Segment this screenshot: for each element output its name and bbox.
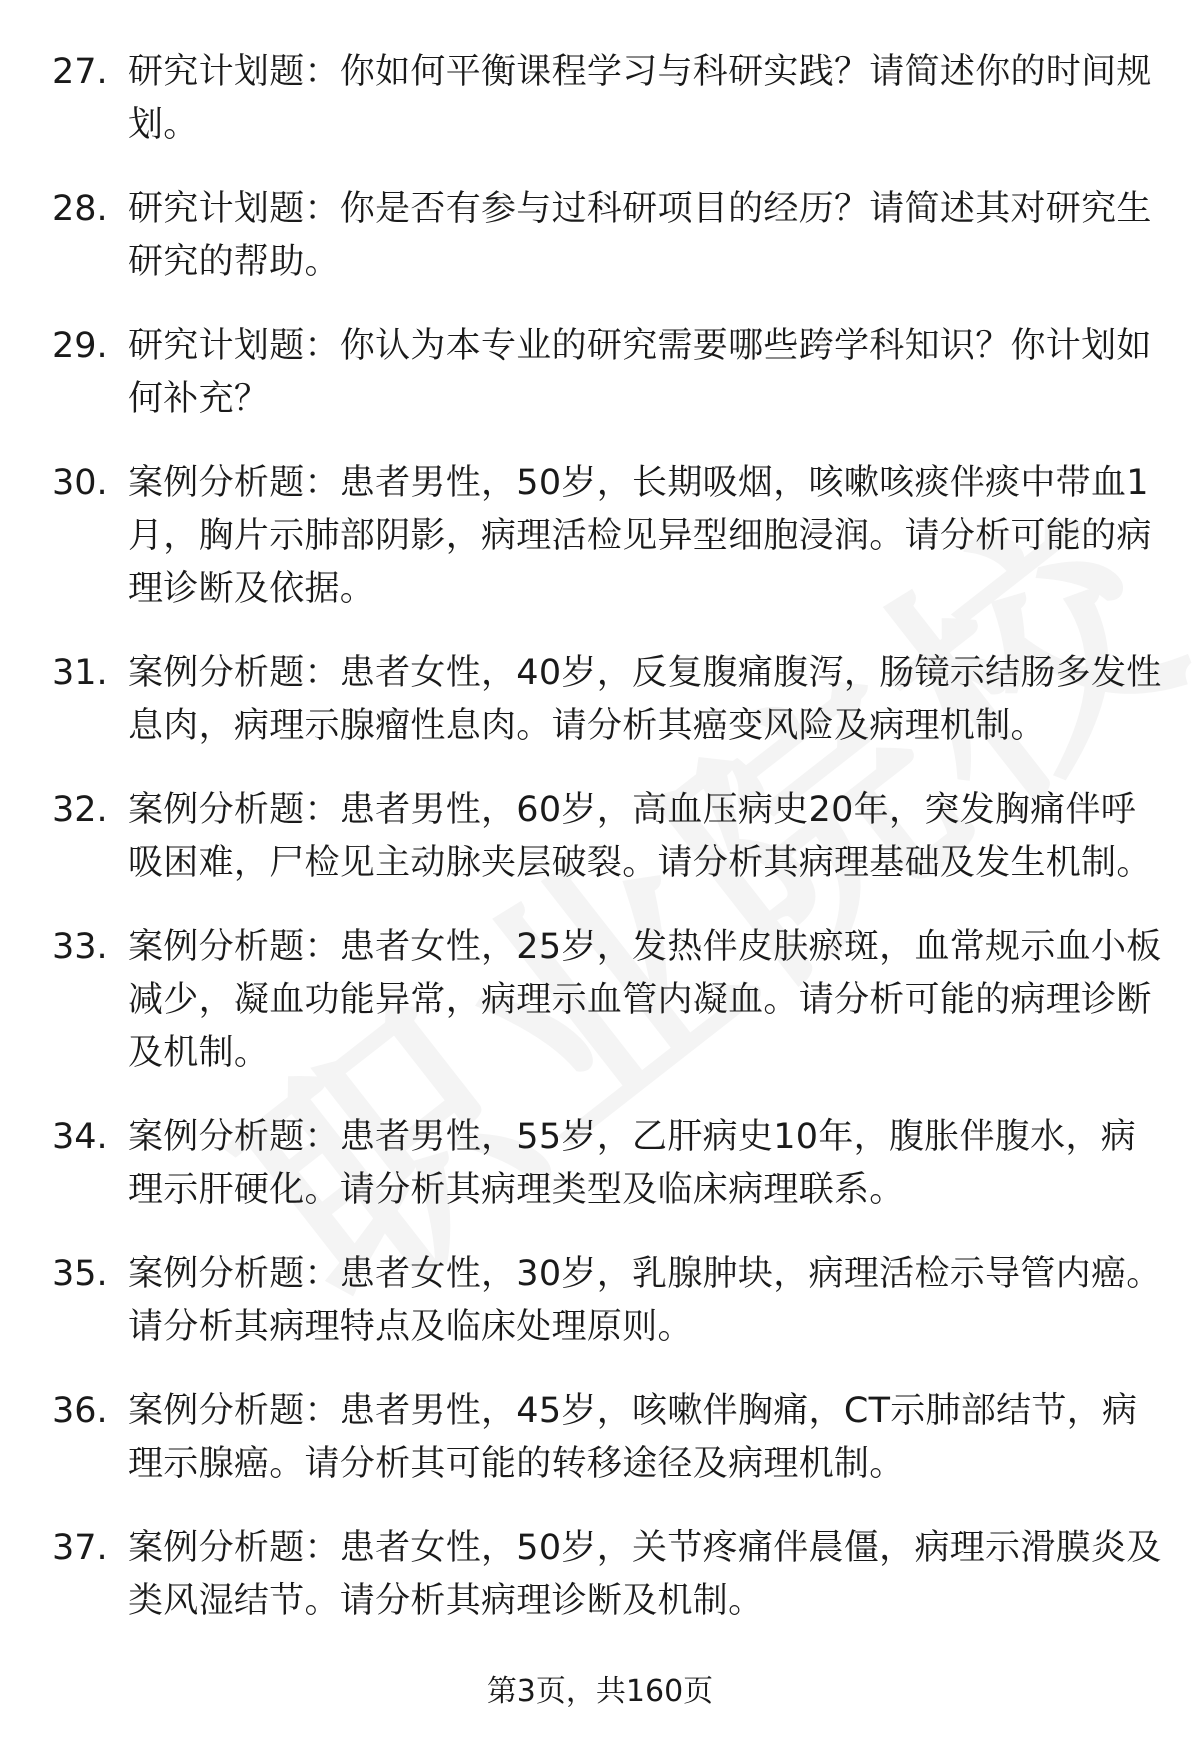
question-number: 29. (52, 326, 108, 366)
question-number: 33. (52, 927, 108, 967)
question-text: 案例分析题：患者女性，30岁，乳腺肿块，病理活检示导管内癌。请分析其病理特点及临床处理原则。 (128, 1254, 1162, 1347)
question-item (52, 46, 1162, 152)
question-text: 案例分析题：患者女性，50岁，关节疼痛伴晨僵，病理示滑膜炎及类风湿结节。请分析其病理诊断及机制。 (128, 1528, 1162, 1621)
question-item (52, 1248, 1162, 1354)
question-text: 案例分析题：患者男性，45岁，咳嗽伴胸痛，CT示肺部结节，病理示腺癌。请分析其可能的转移途径及病理机制。 (128, 1391, 1138, 1484)
question-item (52, 1111, 1162, 1217)
question-number: 30. (52, 463, 108, 503)
question-number: 36. (52, 1391, 108, 1431)
question-number: 34. (52, 1117, 108, 1157)
question-text: 案例分析题：患者男性，60岁，高血压病史20年，突发胸痛伴呼吸困难，尸检见主动脉夹层破裂。请分析其病理基础及发生机制。 (128, 790, 1152, 883)
question-text: 研究计划题：你认为本专业的研究需要哪些跨学科知识？你计划如何补充？ (128, 326, 1152, 419)
question-text: 研究计划题：你如何平衡课程学习与科研实践？请简述你的时间规划。 (128, 52, 1152, 145)
question-text: 案例分析题：患者女性，40岁，反复腹痛腹泻，肠镜示结肠多发性息肉，病理示腺瘤性息肉。请分析其癌变风险及病理机制。 (128, 653, 1162, 746)
page-footer: 第3页，共160页 (486, 1674, 714, 1709)
question-item (52, 457, 1162, 616)
question-item (52, 1522, 1162, 1628)
question-text: 研究计划题：你是否有参与过科研项目的经历？请简述其对研究生研究的帮助。 (128, 189, 1152, 282)
question-number: 32. (52, 790, 108, 830)
question-item (52, 183, 1162, 289)
question-number: 35. (52, 1254, 108, 1294)
question-number: 27. (52, 52, 108, 92)
question-list (52, 46, 1162, 1659)
question-number: 37. (52, 1528, 108, 1568)
question-text: 案例分析题：患者女性，25岁，发热伴皮肤瘀斑，血常规示血小板减少，凝血功能异常，病理示血管内凝血。请分析可能的病理诊断及机制。 (128, 927, 1162, 1073)
question-item (52, 1385, 1162, 1491)
question-text: 案例分析题：患者男性，55岁，乙肝病史10年，腹胀伴腹水，病理示肝硬化。请分析其病理类型及临床病理联系。 (128, 1117, 1137, 1210)
question-item (52, 320, 1162, 426)
question-item (52, 647, 1162, 753)
question-item (52, 784, 1162, 890)
question-number: 28. (52, 189, 108, 229)
question-text: 案例分析题：患者男性，50岁，长期吸烟，咳嗽咳痰伴痰中带血1月，胸片示肺部阴影，病理活检见异型细胞浸润。请分析可能的病理诊断及依据。 (128, 463, 1152, 609)
question-number: 31. (52, 653, 108, 693)
question-item (52, 921, 1162, 1080)
